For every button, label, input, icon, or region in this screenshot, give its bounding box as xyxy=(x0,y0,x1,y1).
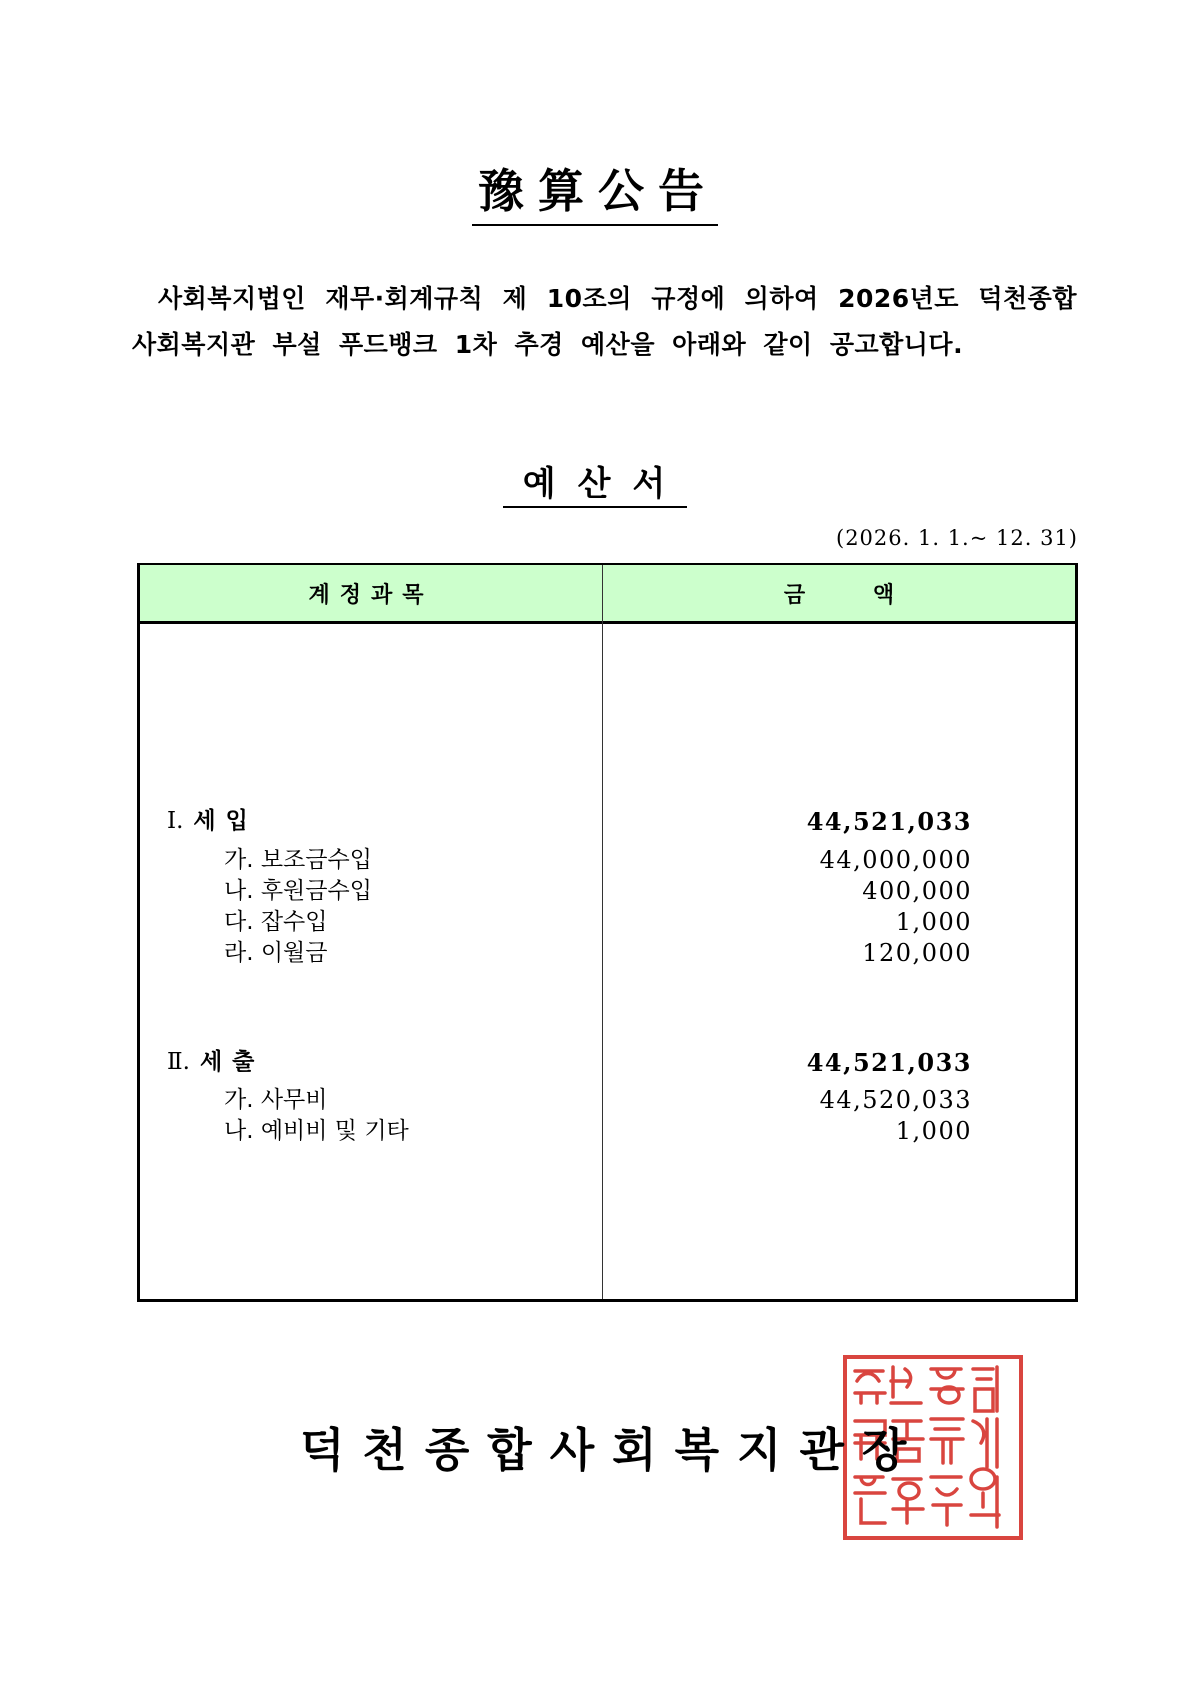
budget-table xyxy=(137,563,1078,1302)
section-total: 44,521,033 xyxy=(806,807,972,836)
header-amount: 금 액 xyxy=(783,582,895,608)
document-title: 豫算公告 xyxy=(0,160,1190,226)
table-row xyxy=(140,876,1075,907)
item-label: 나. 후원금수입 xyxy=(224,878,372,904)
table-row xyxy=(140,938,1075,969)
table-row xyxy=(140,1116,1075,1147)
item-label: 라. 이월금 xyxy=(224,940,328,966)
budget-subtitle: 예산서 xyxy=(0,462,1190,508)
item-label: 다. 잡수입 xyxy=(224,909,328,935)
section-number: Ⅱ. xyxy=(167,1049,190,1075)
table-row xyxy=(140,1085,1075,1116)
intro-paragraph: 사회복지법인 재무·회계규칙 제 10조의 규정에 의하여 2026년도 덕천종합사회복지관 부설 푸드뱅크 1차 추경 예산을 아래와 같이 공고합니다. xyxy=(132,284,1077,359)
table-row xyxy=(140,845,1075,876)
item-amount: 120,000 xyxy=(862,939,972,967)
section-row-expenditure xyxy=(140,1047,1075,1078)
section-total: 44,521,033 xyxy=(806,1048,972,1077)
item-label: 가. 사무비 xyxy=(224,1087,328,1113)
item-amount: 400,000 xyxy=(862,877,972,905)
table-row xyxy=(140,907,1075,938)
table-header xyxy=(140,565,1075,624)
item-amount: 44,000,000 xyxy=(819,846,972,874)
section-row-revenue xyxy=(140,806,1075,837)
item-label: 가. 보조금수입 xyxy=(224,847,372,873)
item-amount: 44,520,033 xyxy=(819,1086,972,1114)
header-account: 계정과목 xyxy=(140,565,603,621)
section-label: 세출 xyxy=(199,1049,265,1075)
section-number: Ⅰ. xyxy=(167,808,184,834)
item-label: 나. 예비비 및 기타 xyxy=(224,1118,409,1144)
signatory-name: 덕천종합사회복지관장 xyxy=(300,1423,925,1477)
item-amount: 1,000 xyxy=(895,908,972,936)
item-amount: 1,000 xyxy=(895,1117,972,1145)
section-label: 세입 xyxy=(193,808,258,834)
fiscal-period: (2026. 1. 1.~ 12. 31) xyxy=(836,526,1078,550)
